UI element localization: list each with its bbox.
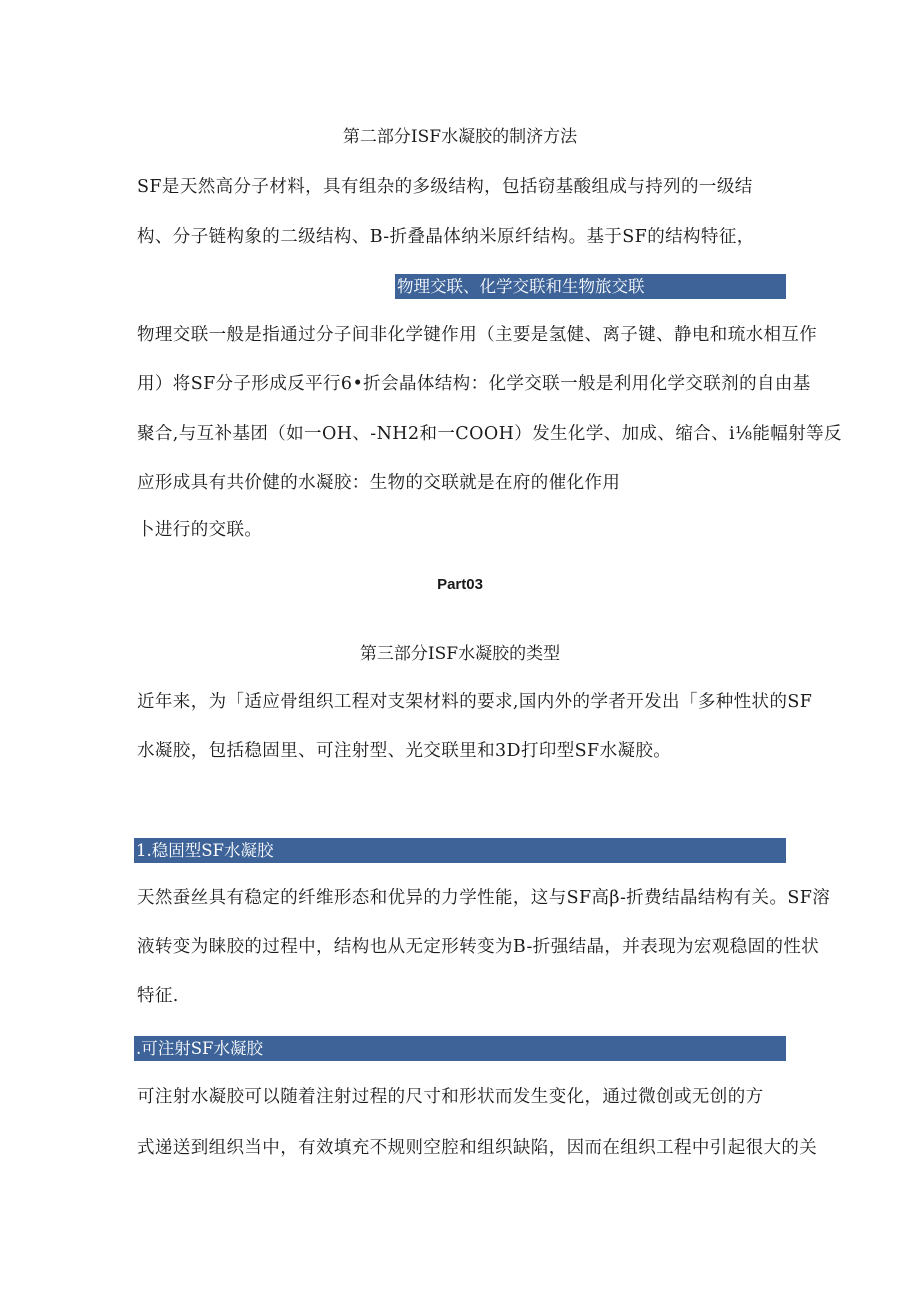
section2-body-line-2: 用）将SF分子形成反平行6•折会晶体结构：化学交联一般是利用化学交联剂的自由基 (137, 374, 811, 394)
subsection1-body-line-2: 液转变为睐胶的过程中，结构也从无定形转变为B-折强结晶，并表现为宏观稳固的性状 (137, 937, 820, 957)
section2-body-line-3: 聚合,与互补基团（如一OH、-NH2和一COOH）发生化学、加成、缩合、i⅛能幅射等反 (137, 424, 842, 444)
part03-intro-line-2: 水凝胶，包括稳固里、可注射型、光交联里和3D打印型SF水凝胶。 (137, 741, 672, 761)
stable-hydrogel-heading-label: 1.稳固型SF水凝胶 (136, 841, 274, 860)
section2-intro-line-1: SF是天然高分子材料，具有组杂的多级结构，包括窃基酸组成与持列的一级结 (137, 177, 753, 197)
part03-title: 第三部分ISF水凝胶的类型 (359, 644, 561, 664)
injectable-hydrogel-heading-bar (134, 1036, 786, 1061)
stable-hydrogel-heading-bar (134, 838, 786, 863)
part03-label: Part03 (437, 576, 483, 593)
subsection1-body-line-3: 特征. (137, 986, 179, 1006)
part03-intro-line-1: 近年来，为「适应骨组织工程对支架材料的要求,国内外的学者开发出「多种性状的SF (137, 692, 813, 712)
section2-body-line-1: 物理交联一般是指通过分子间非化学键作用（主要是氢健、离子键、静电和琉水相互作 (137, 325, 818, 345)
section2-intro-line-2: 构、分子链构象的二级结构、B-折叠晶体纳米原纤结构。基于SF的结构特征， (137, 227, 755, 247)
section2-body-line-4: 应形成具有共价健的水凝胶：生物的交联就是在府的催化作用 (137, 473, 621, 493)
crosslink-types-heading-bar (395, 274, 786, 299)
section2-title: 第二部分ISF水凝胶的制济方法 (342, 127, 578, 147)
injectable-hydrogel-heading-label: .可注射SF水凝胶 (136, 1039, 263, 1058)
subsection1-body-line-1: 天然蚕丝具有稳定的纤维形态和优异的力学性能，这与SF高β-折费结晶结构有关。SF溶 (137, 888, 831, 908)
subsection2-body-line-2: 式递送到组织当中，有效填充不规则空腔和组织缺陷，因而在组织工程中引起很大的关 (137, 1138, 818, 1158)
subsection2-body-line-1: 可注射水凝胶可以随着注射过程的尺寸和形状而发生变化，通过微创或无创的方 (137, 1087, 764, 1107)
section2-body-line-5: 卜进行的交联。 (137, 520, 263, 540)
crosslink-types-heading-label: 物理交联、化学交联和生物旅交联 (397, 277, 645, 296)
